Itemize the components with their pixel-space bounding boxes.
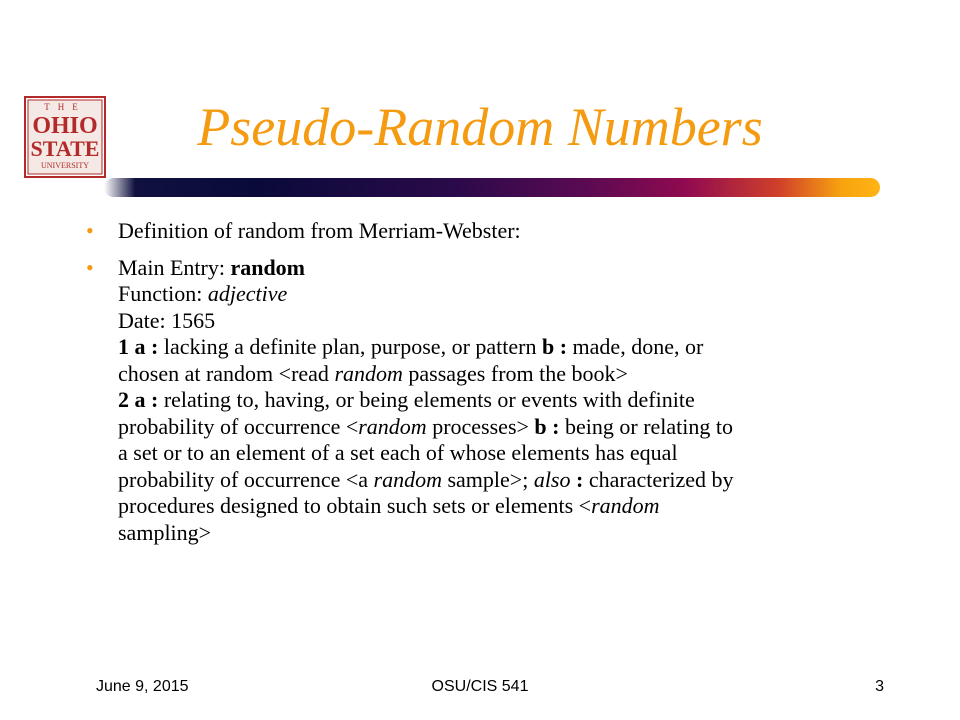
sense2-cont-line [118,414,884,441]
also-cont-pre: procedures designed to obtain such sets or elements < [118,493,592,518]
logo-top-text: THE [44,102,86,112]
slide-content [84,218,884,556]
bullet-item-2 [84,255,884,547]
sense1-line [118,334,884,361]
also-word: also [533,466,571,492]
footer-date: June 9, 2015 [96,678,189,695]
also-example-word: random [591,493,660,518]
sense2-number: 2 a : [118,387,164,412]
sense1-number: 1 a : [118,334,164,359]
sense1-example-rest: passages from the book> [402,360,628,386]
sense2-line [118,387,884,414]
bullet-icon: • [86,254,94,280]
title-underline-bar [104,178,880,197]
sense1-a-text: lacking a definite plan, purpose, or pattern [163,334,542,359]
function-line [118,281,884,308]
sense2-b-cont2-line [118,467,884,494]
sense1-b-text: made, done, or [572,334,704,359]
footer-course: OSU/CIS 541 [431,678,529,695]
logo-line2: STATE [30,136,100,161]
also-cont-line [118,493,884,520]
sense1-b-label: b : [541,334,573,359]
sense2-a-cont: probability of occurrence < [118,413,359,439]
sense2-b-label: b : [534,413,565,439]
function-value: adjective [207,281,288,306]
sense1-b-cont: chosen at random <read [118,360,335,386]
entry-line [118,255,884,282]
also-last-line: sampling> [118,519,212,545]
sense1-example-word: random [334,360,403,386]
sense2-example-word: random [358,413,427,439]
sense2-example-rest: processes> [426,413,535,439]
sense2-b-cont1-line: a set or to an element of a set each of whose elements has equal [118,440,678,465]
also-text: characterized by [588,466,734,492]
entry-label: Main Entry: [118,254,231,280]
slide-title: Pseudo-Random Numbers [197,97,763,157]
logo-bottom-text: UNIVERSITY [41,161,89,170]
logo-line1: OHIO [32,113,98,139]
bullet-text: Definition of random from Merriam-Webster: [118,218,521,243]
footer-page-number: 3 [875,678,884,695]
bullet-item-1 [84,218,884,245]
also-colon: : [570,466,589,492]
date-line: Date: 1565 [118,307,216,333]
sense1-cont-line [118,361,884,388]
function-label: Function: [118,281,208,306]
sense2-b-text: being or relating to [564,413,733,439]
sense2-a-text: relating to, having, or being elements or events with definite [163,387,695,412]
entry-word: random [230,254,305,280]
sense2-b-cont2-pre: probability of occurrence <a [118,466,374,492]
sense2-b-cont2-post: sample>; [441,466,534,492]
bullet-icon: • [86,218,94,243]
sense2-b-example-word: random [373,466,442,492]
